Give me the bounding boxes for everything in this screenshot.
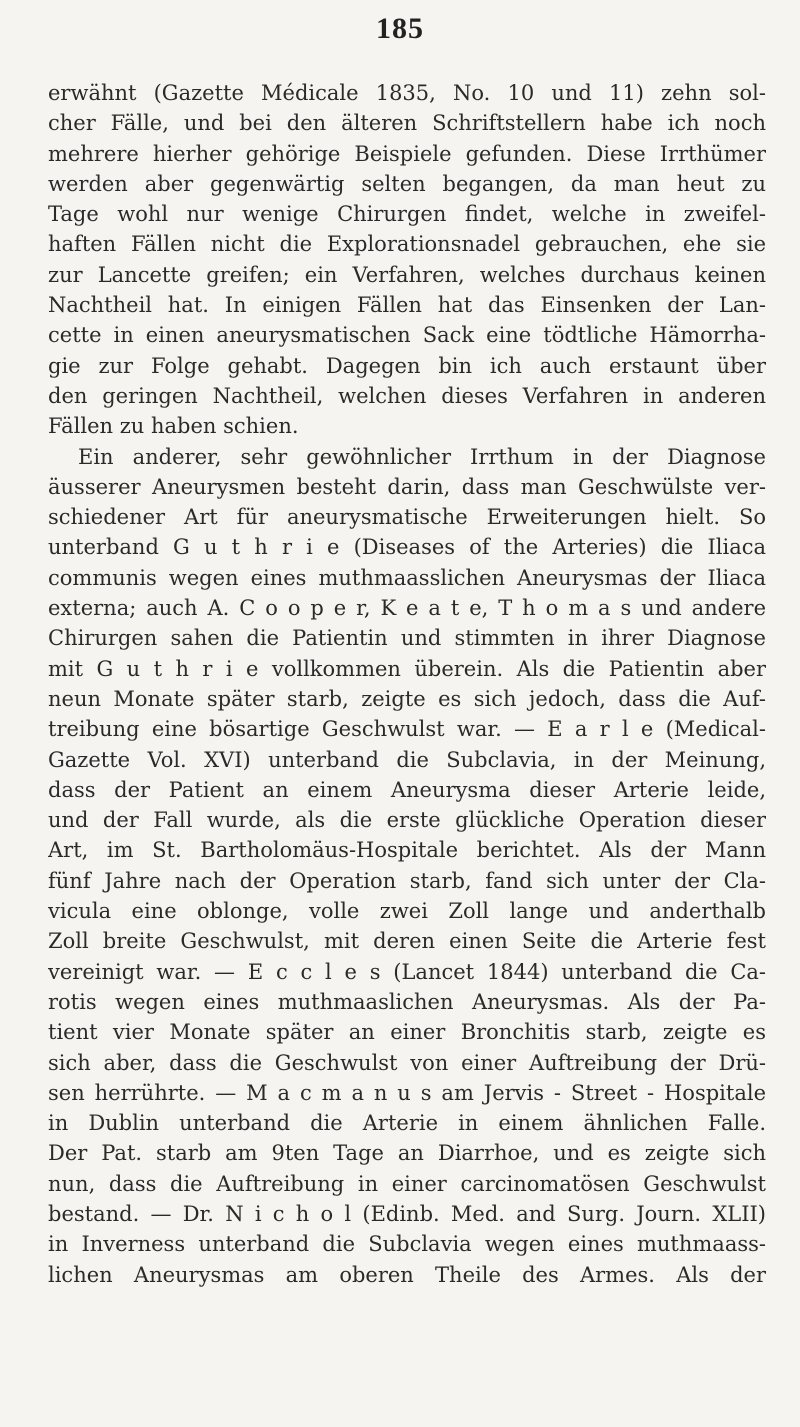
text-line: sich aber, dass die Geschwulst von einer Auftreibung der Drü- (48, 1050, 766, 1075)
text-line: erwähnt (Gazette Médicale 1835, No. 10 und 11) zehn sol- (48, 81, 766, 105)
text-line: Fällen zu haben schien. (48, 414, 299, 439)
text-line: den geringen Nachtheil, welchen dieses Verfahren in anderen (48, 383, 766, 408)
text-line: mehrere hierher gehörige Beispiele gefunden. Diese Irrthümer (48, 141, 766, 166)
text-line: Ein anderer, sehr gewöhnlicher Irrthum in der Diagnose (78, 444, 766, 469)
text-line: haften Fällen nicht die Explorationsnadel gebrauchen, ehe sie (48, 232, 766, 257)
text-line: Nachtheil hat. In einigen Fällen hat das Einsenken der Lan- (48, 293, 766, 318)
text-line: Chirurgen sahen die Patientin und stimmten in ihrer Diagnose (48, 626, 766, 651)
text-line: vereinigt war. — E c c l e s (Lancet 1844) unterband die Ca- (48, 959, 766, 984)
text-line: gie zur Folge gehabt. Dagegen bin ich auch erstaunt über (48, 353, 766, 378)
text-line: äusserer Aneurysmen besteht darin, dass man Geschwülste ver- (48, 474, 766, 499)
text-line: nun, dass die Auftreibung in einer carcinomatösen Geschwulst (48, 1171, 766, 1196)
text-line: tient vier Monate später an einer Bronchitis starb, zeigte es (48, 1020, 766, 1045)
text-line: rotis wegen eines muthmaaslichen Aneurysmas. Als der Pa- (48, 989, 766, 1014)
text-line: Zoll breite Geschwulst, mit deren einen Seite die Arterie fest (48, 929, 766, 954)
text-line: fünf Jahre nach der Operation starb, fand sich unter der Cla- (48, 868, 766, 893)
page-number: 185 (376, 12, 424, 45)
text-line: bestand. — Dr. N i c h o l (Edinb. Med. and Surg. Journ. XLII) (48, 1201, 766, 1226)
text-line: dass der Patient an einem Aneurysma dieser Arterie leide, (48, 777, 766, 802)
text-line: Gazette Vol. XVI) unterband die Subclavia, in der Meinung, (48, 747, 766, 772)
text-line: werden aber gegenwärtig selten begangen, da man heut zu (48, 171, 766, 196)
text-line: sen herrührte. — M a c m a n u s am Jervis - Street - Hospitale (48, 1080, 766, 1105)
body-text (48, 78, 766, 1290)
text-line: vicula eine oblonge, volle zwei Zoll lange und anderthalb (48, 899, 766, 924)
text-line: zur Lancette greifen; ein Verfahren, welches durchaus keinen (48, 262, 766, 287)
text-line: Tage wohl nur wenige Chirurgen findet, welche in zweifel- (48, 202, 766, 227)
text-line: Art, im St. Bartholomäus-Hospitale berichtet. Als der Mann (48, 838, 766, 863)
text-line: neun Monate später starb, zeigte es sich jedoch, dass die Auf- (48, 686, 766, 711)
text-line: und der Fall wurde, als die erste glückliche Operation dieser (48, 808, 766, 833)
text-line: schiedener Art für aneurysmatische Erweiterungen hielt. So (48, 505, 766, 530)
text-line: unterband G u t h r i e (Diseases of the Arteries) die Iliaca (48, 535, 766, 560)
text-line: cher Fälle, und bei den älteren Schriftstellern habe ich noch (48, 111, 766, 136)
text-line: treibung eine bösartige Geschwulst war. — E a r l e (Medical- (48, 717, 766, 742)
text-line: lichen Aneurysmas am oberen Theile des Armes. Als der (48, 1262, 766, 1287)
text-line: externa; auch A. C o o p e r, K e a t e, T h o m a s und andere (48, 596, 766, 621)
text-line: in Dublin unterband die Arterie in einem ähnlichen Falle. (48, 1111, 766, 1136)
text-line: in Inverness unterband die Subclavia wegen eines muthmaass- (48, 1232, 766, 1257)
text-line: mit G u t h r i e vollkommen überein. Als die Patientin aber (48, 656, 766, 681)
text-line: communis wegen eines muthmaasslichen Aneurysmas der Iliaca (48, 565, 766, 590)
text-line: cette in einen aneurysmatischen Sack eine tödtliche Hämorrha- (48, 323, 766, 348)
text-line: Der Pat. starb am 9ten Tage an Diarrhoe, und es zeigte sich (48, 1141, 766, 1166)
